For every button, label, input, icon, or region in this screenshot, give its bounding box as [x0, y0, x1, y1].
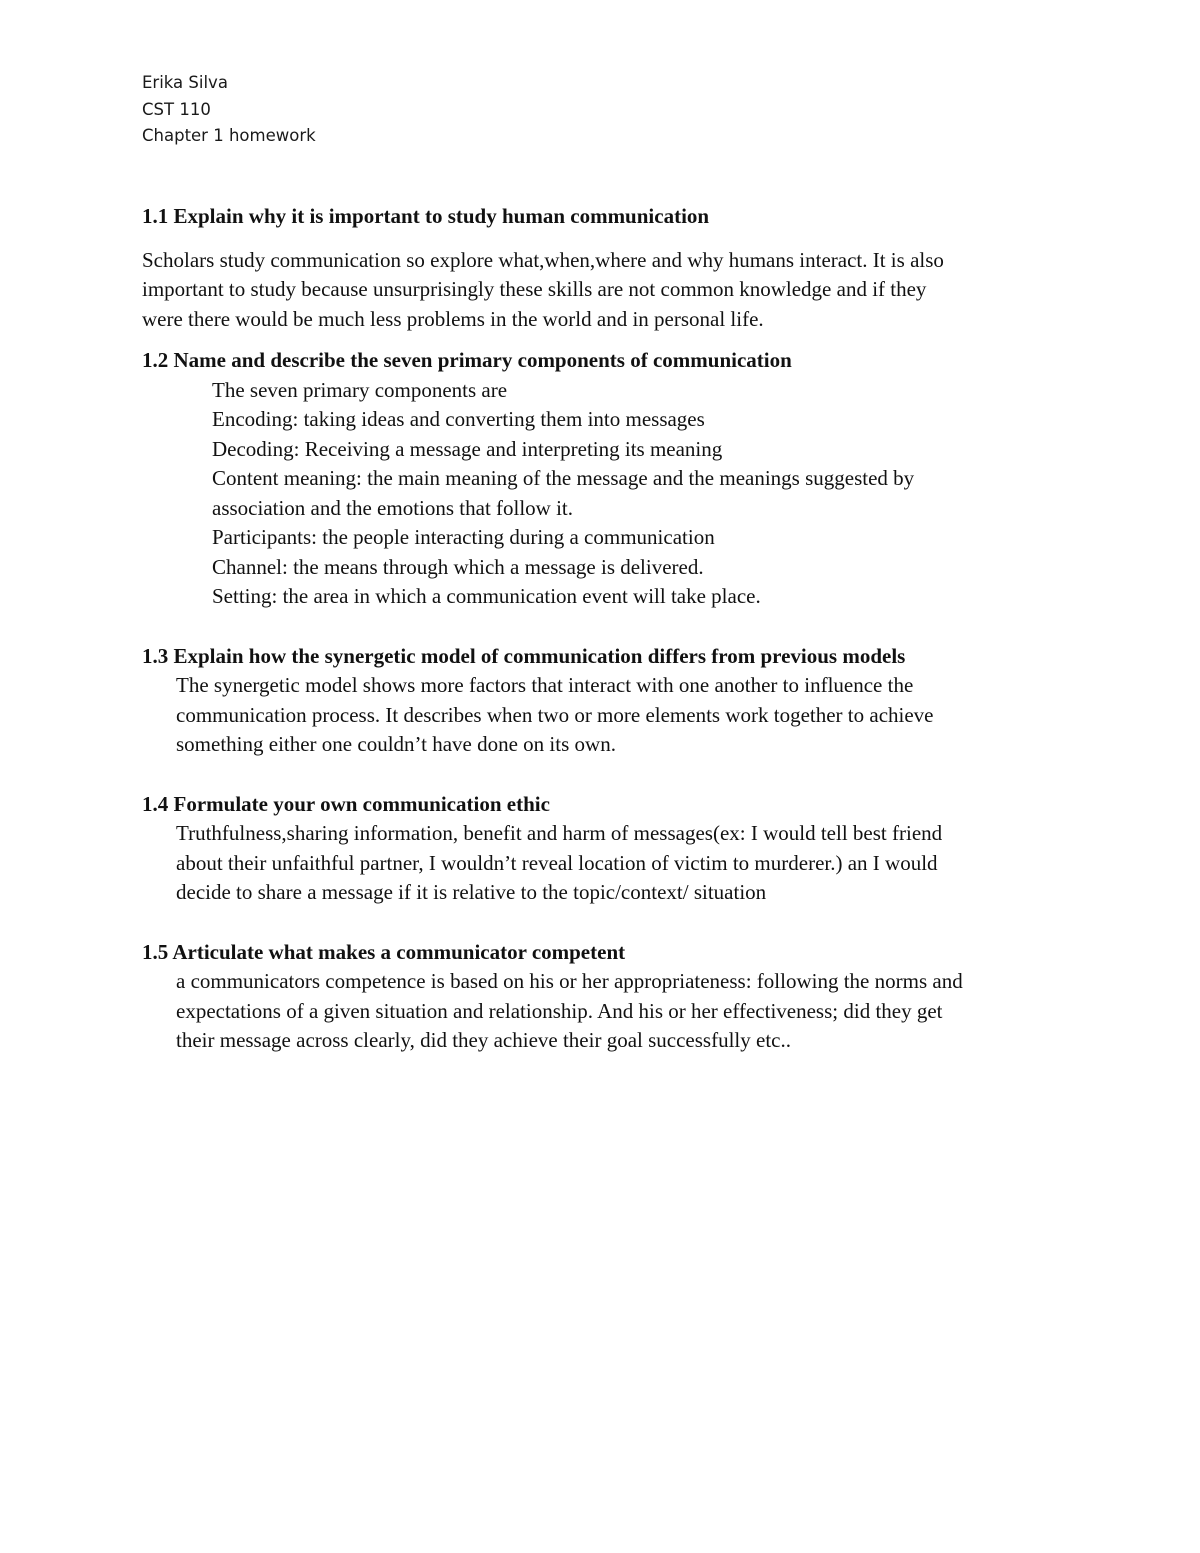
paragraph-line: decide to share a message if it is relative to the topic/context/ situation [176, 880, 767, 904]
section-1-4 [142, 790, 1082, 908]
paragraph-line: were there would be much less problems in the world and in personal life. [142, 306, 764, 331]
paragraph-line: The seven primary components are [212, 377, 508, 402]
section-1-2 [142, 346, 1082, 612]
section-paragraph [142, 671, 1082, 760]
paragraph-line: Setting: the area in which a communication event will take place. [212, 584, 761, 608]
paragraph-line: Content meaning: the main meaning of the message and the meanings suggested by [212, 466, 915, 490]
section-paragraph [142, 246, 1082, 335]
section-paragraph [142, 967, 1082, 1056]
course-code: CST 110 [142, 99, 211, 119]
document-body [142, 202, 1082, 1056]
paragraph-line: Participants: the people interacting during a communication [212, 525, 715, 549]
section-heading: 1.3 Explain how the synergetic model of communication differs from previous models [142, 643, 906, 668]
paragraph-line: Channel: the means through which a message is delivered. [212, 554, 704, 579]
section-heading: 1.5 Articulate what makes a communicator competent [142, 939, 626, 964]
section-1-1 [142, 202, 1082, 334]
author-name: Erika Silva [142, 73, 228, 92]
paragraph-line: important to study because unsurprisingly these skills are not common knowledge and if they [142, 277, 927, 301]
section-heading: 1.1 Explain why it is important to study human communication [142, 204, 710, 228]
paragraph-line: Decoding: Receiving a message and interpreting its meaning [212, 436, 723, 461]
paragraph-line: The synergetic model shows more factors that interact with one another to influence the [176, 673, 914, 697]
section-heading: 1.4 Formulate your own communication ethic [142, 791, 550, 816]
paragraph-line: communication process. It describes when two or more elements work together to achieve [176, 702, 934, 727]
paragraph-line: association and the emotions that follow it. [212, 495, 574, 520]
paragraph-line: about their unfaithful partner, I wouldn’t reveal location of victim to murderer.) an I would [176, 850, 938, 875]
paragraph-line: expectations of a given situation and relationship. And his or her effectiveness; did they get [176, 998, 943, 1023]
paragraph-line: their message across clearly, did they achieve their goal successfully etc.. [176, 1028, 791, 1052]
section-1-5 [142, 938, 1082, 1056]
section-paragraph [142, 376, 1082, 612]
paragraph-line: Encoding: taking ideas and converting them into messages [212, 407, 705, 431]
paragraph-line: Scholars study communication so explore what,when,where and why humans interact. It is also [142, 247, 944, 272]
paragraph-line: Truthfulness,sharing information, benefit and harm of messages(ex: I would tell best friend [176, 821, 943, 845]
paragraph-line: something either one couldn’t have done on its own. [176, 732, 616, 756]
paragraph-line: a communicators competence is based on his or her appropriateness: following the norms and [176, 969, 963, 993]
section-1-3 [142, 642, 1082, 760]
assignment-title: Chapter 1 homework [142, 126, 316, 145]
section-heading: 1.2 Name and describe the seven primary components of communication [142, 348, 792, 372]
section-paragraph [142, 819, 1082, 908]
document-header [142, 70, 316, 150]
